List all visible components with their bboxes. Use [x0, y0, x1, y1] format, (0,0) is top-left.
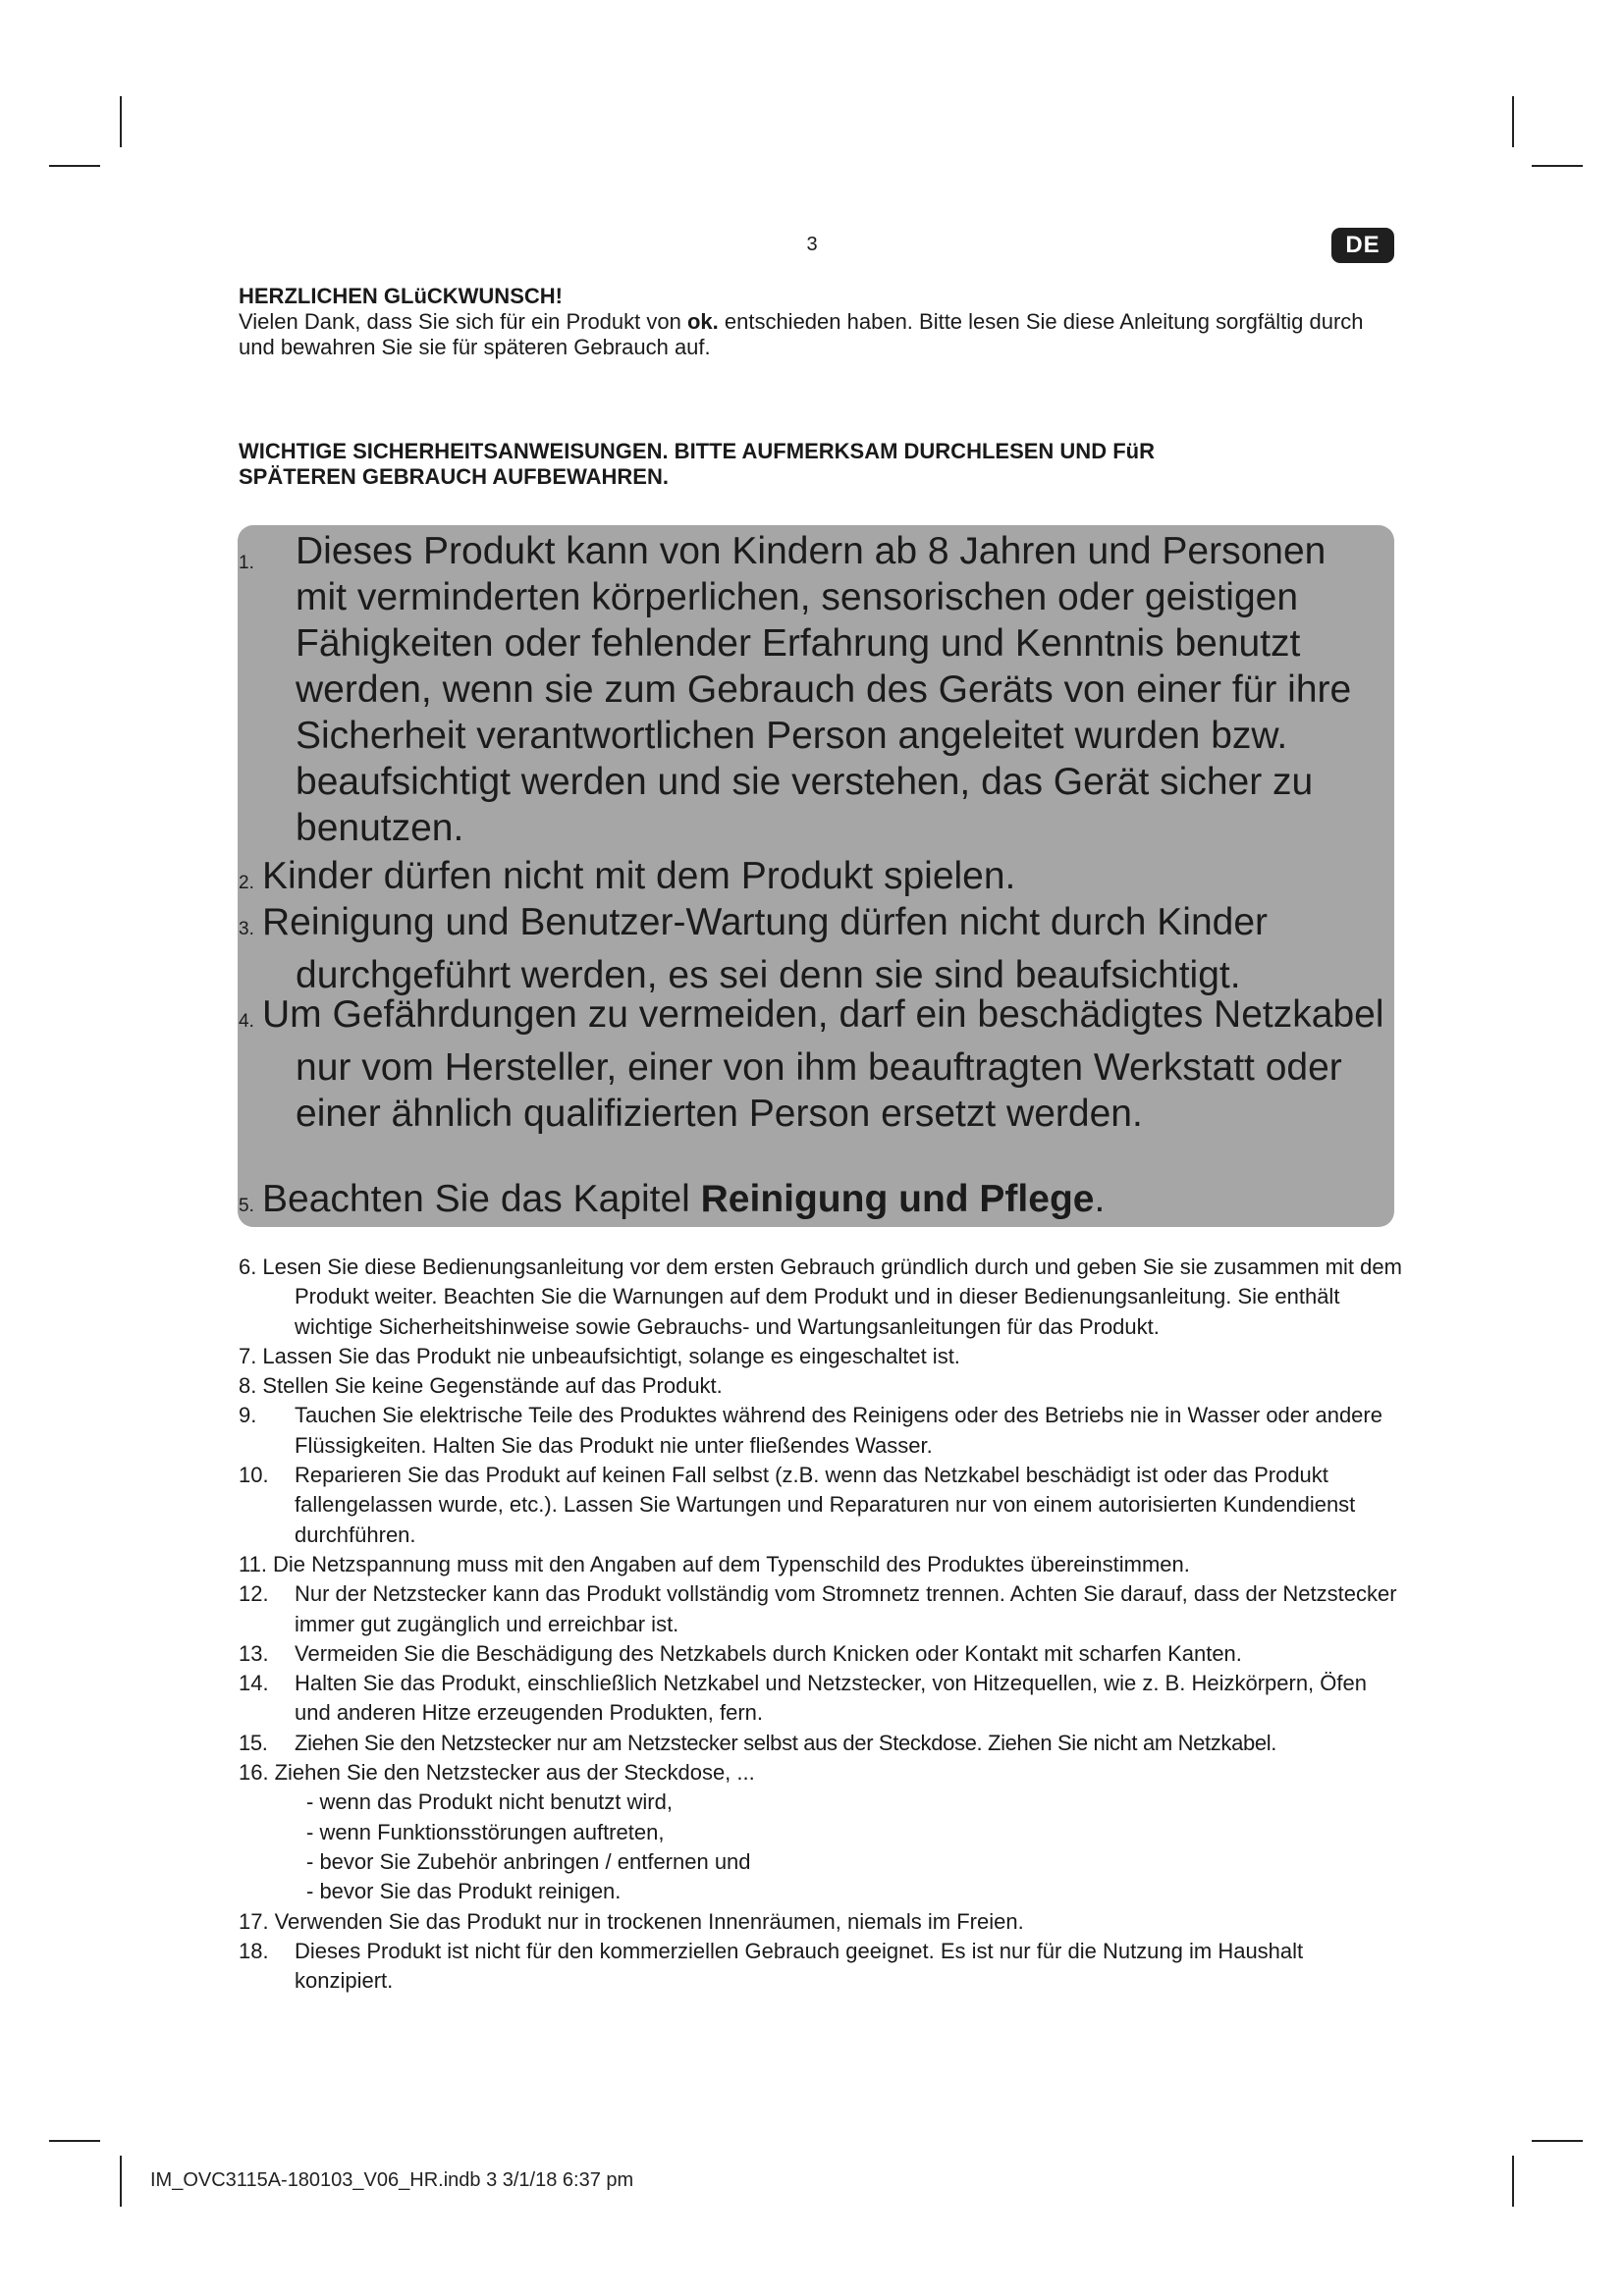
list-item	[239, 1342, 1402, 1371]
item-text: Ziehen Sie den Netzstecker nur am Netzstecker selbst aus der Steckdose. Ziehen Sie nicht am Netzkabel.	[295, 1730, 1277, 1755]
item-number: 15.	[239, 1730, 268, 1755]
intro-text-before: Vielen Dank, dass Sie sich für ein Produkt von	[239, 309, 687, 334]
print-footer: IM_OVC3115A-180103_V06_HR.indb 3 3/1/18 6:37 pm	[150, 2169, 634, 2191]
item-text: Stellen Sie keine Gegenstände auf das Produkt.	[262, 1373, 723, 1399]
item-text: Kinder dürfen nicht mit dem Produkt spielen.	[262, 855, 1016, 897]
crop-mark	[1512, 96, 1514, 147]
intro-text-after: entschieden haben. Bitte lesen Sie diese Anleitung sorgfältig durch und bewahren Sie sie für späteren Gebrauch auf.	[239, 309, 1364, 359]
item-text: Die Netzspannung muss mit den Angaben auf dem Typenschild des Produktes übereinstimmen.	[272, 1551, 1190, 1576]
chapter-reference: Reinigung und Pflege	[700, 1178, 1095, 1220]
language-badge: DE	[1331, 228, 1394, 263]
item-text: Um Gefährdungen zu vermeiden, darf ein beschädigtes Netzkabel nur vom Hersteller, einer von ihm beauftragten Werkstatt oder einer ähnlich qualifizierten Person ersetzt werden.	[262, 993, 1384, 1135]
list-item	[239, 1729, 1402, 1758]
item-text: Dieses Produkt kann von Kindern ab 8 Jahren und Personen mit verminderten körperlichen, sensorischen oder geistigen Fähigkeiten oder fehlender Erfahrung und Kenntnis benutzt werden, wenn sie zum Gebrauch des Geräts von einer für ihre Sicherheit verantwortlichen Person angeleitet wurden bzw. beaufsichtigt werden und sie verstehen, das Gerät sicher zu benutzen.	[296, 530, 1352, 849]
list-item	[239, 1461, 1402, 1550]
crop-mark	[49, 165, 100, 167]
list-item	[239, 1758, 1402, 1788]
item-number: 5.	[239, 1196, 254, 1216]
sub-item: - wenn Funktionsstörungen auftreten,	[306, 1819, 665, 1844]
item-text: Beachten Sie das Kapitel	[262, 1178, 701, 1220]
highlighted-item	[239, 853, 1435, 906]
item-text: Ziehen Sie den Netzstecker aus der Steckdose, ...	[274, 1760, 755, 1786]
list-item	[239, 1253, 1402, 1342]
safety-heading-line1: WICHTIGE SICHERHEITSANWEISUNGEN. BITTE AUFMERKSAM DURCHLESEN UND FüR	[239, 439, 1155, 463]
item-number: 12.	[239, 1581, 269, 1607]
crop-mark	[1532, 2140, 1583, 2142]
brand-name: ok.	[686, 309, 719, 334]
item-text: Reinigung und Benutzer-Wartung dürfen nicht durch Kinder durchgeführt werden, es sei denn sie sind beaufsichtigt.	[262, 901, 1268, 996]
item-number: 11.	[239, 1551, 267, 1576]
list-item	[239, 1579, 1402, 1639]
safety-heading-line2: SPÄTEREN GEBRAUCH AUFBEWAHREN.	[239, 464, 669, 489]
item-number: 4.	[239, 1011, 254, 1032]
item-text: Tauchen Sie elektrische Teile des Produktes während des Reinigens oder des Betriebs nie in Wasser oder andere Flüssigkeiten. Halten Sie das Produkt nie unter fließendes Wasser.	[295, 1403, 1382, 1458]
item-number: 2.	[239, 873, 254, 893]
item-number: 3.	[239, 919, 254, 939]
item-number: 10.	[239, 1463, 269, 1488]
item-number: 13.	[239, 1640, 269, 1666]
page-number: 3	[806, 234, 818, 255]
item-number: 9.	[239, 1403, 257, 1428]
item-number: 8.	[239, 1373, 257, 1399]
highlighted-item	[239, 1176, 1435, 1229]
sub-item: - bevor Sie das Produkt reinigen.	[306, 1879, 622, 1904]
list-item	[239, 1371, 1402, 1401]
item-number: 16.	[239, 1760, 269, 1786]
highlighted-item	[239, 899, 1435, 998]
item-text: Nur der Netzstecker kann das Produkt vollständig vom Stromnetz trennen. Achten Sie darauf, dass der Netzstecker immer gut zugänglich und erreichbar ist.	[295, 1581, 1397, 1636]
item-number: 18.	[239, 1938, 269, 1963]
item-number: 17.	[239, 1908, 269, 1934]
item-text: Dieses Produkt ist nicht für den kommerziellen Gebrauch geeignet. Es ist nur für die Nutzung im Haushalt konzipiert.	[295, 1938, 1304, 1994]
intro-section	[239, 284, 1397, 360]
crop-mark	[120, 96, 122, 147]
safety-instructions-list	[239, 1253, 1402, 1996]
safety-heading	[239, 439, 1397, 490]
item-text: Lassen Sie das Produkt nie unbeaufsichtigt, solange es eingeschaltet ist.	[262, 1343, 960, 1368]
list-item	[239, 1907, 1402, 1937]
sub-item: - bevor Sie Zubehör anbringen / entfernen und	[306, 1848, 751, 1874]
list-item	[239, 1401, 1402, 1461]
highlighted-item	[239, 991, 1415, 1137]
list-item	[239, 1639, 1402, 1669]
list-item	[239, 1550, 1402, 1579]
crop-mark	[1532, 165, 1583, 167]
sub-item: - wenn das Produkt nicht benutzt wird,	[306, 1789, 673, 1815]
congrats-heading: HERZLICHEN GLüCKWUNSCH!	[239, 284, 563, 308]
item-text: Lesen Sie diese Bedienungsanleitung vor dem ersten Gebrauch gründlich durch und geben Sie sie zusammen mit dem Produkt weiter. Beachten Sie die Warnungen auf dem Produkt und in dieser Bedienungsanleitung. Sie enthält wichtige Sicherheitshinweise sowie Gebrauchs- und Wartungsanleitungen für das Produkt.	[262, 1255, 1402, 1339]
item-number: 1.	[239, 553, 254, 573]
crop-mark	[1512, 2156, 1514, 2207]
list-item	[239, 1937, 1402, 1997]
intro-text	[239, 309, 1397, 360]
item-number: 7.	[239, 1343, 257, 1368]
item-text: Halten Sie das Produkt, einschließlich Netzkabel und Netzstecker, von Hitzequellen, wie z. B. Heizkörpern, Öfen und anderen Hitze erzeugenden Produkten, fern.	[295, 1671, 1367, 1726]
crop-mark	[120, 2156, 122, 2207]
list-item	[239, 1669, 1402, 1729]
crop-mark	[49, 2140, 100, 2142]
item-text-end: .	[1094, 1178, 1106, 1220]
item-text: Verwenden Sie das Produkt nur in trockenen Innenräumen, niemals im Freien.	[274, 1908, 1024, 1934]
item-text: Vermeiden Sie die Beschädigung des Netzkabels durch Knicken oder Kontakt mit scharfen Kanten.	[295, 1640, 1242, 1666]
item-number: 14.	[239, 1671, 269, 1696]
highlighted-item	[239, 528, 1368, 851]
item-number: 6.	[239, 1255, 257, 1279]
item-text: Reparieren Sie das Produkt auf keinen Fall selbst (z.B. wenn das Netzkabel beschädigt ist oder das Produkt fallengelassen wurde, etc.). Lassen Sie Wartungen und Reparaturen nur von einem autorisierten Kundendienst durchführen.	[295, 1463, 1356, 1547]
